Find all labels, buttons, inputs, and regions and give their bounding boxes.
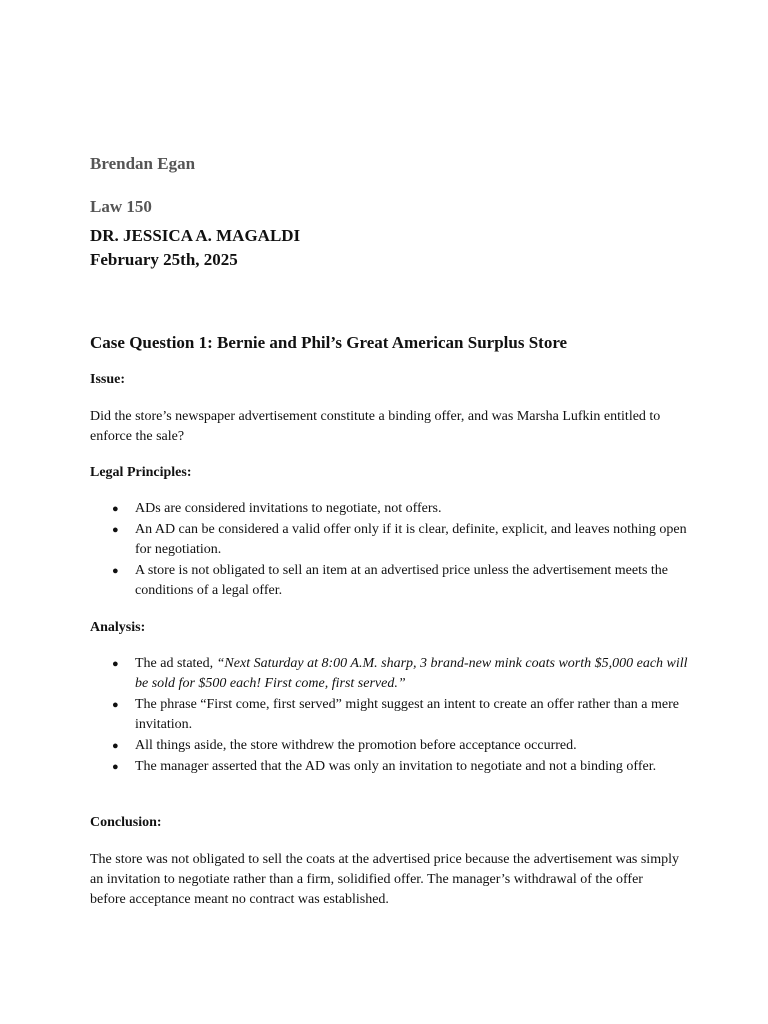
list-item — [90, 654, 690, 694]
bullet-icon: ● — [112, 761, 119, 773]
conclusion-text: The store was not obligated to sell the coats at the advertised price because the advertisement was simply an invitation to negotiate rather than a firm, solidified offer. The manager’s withdrawal of the offer before acceptance meant no contract was established. — [90, 852, 679, 907]
conclusion-heading: Conclusion: — [90, 815, 162, 830]
analysis-list — [90, 654, 690, 778]
analysis-prefix: The ad stated, — [135, 656, 217, 671]
bullet-icon: ● — [112, 699, 119, 711]
analysis-heading: Analysis: — [90, 620, 146, 635]
list-item — [90, 499, 690, 519]
list-item — [90, 757, 690, 777]
list-item — [90, 561, 690, 601]
analysis-text: The manager asserted that the AD was only an invitation to negotiate and not a binding offer. — [135, 759, 657, 774]
ad-quote: “Next Saturday at 8:00 A.M. sharp, 3 brand-new mink coats worth $5,000 each will be sold for $500 each! First come, first served.” — [135, 656, 688, 691]
course-name: Law 150 — [90, 197, 152, 216]
principles-heading: Legal Principles: — [90, 465, 192, 480]
bullet-icon: ● — [112, 503, 119, 515]
analysis-text: All things aside, the store withdrew the promotion before acceptance occurred. — [135, 738, 577, 753]
list-item — [90, 695, 690, 735]
list-item — [90, 520, 690, 560]
bullet-icon: ● — [112, 740, 119, 752]
analysis-text — [135, 656, 688, 691]
issue-text: Did the store’s newspaper advertisement constitute a binding offer, and was Marsha Lufkin entitled to enforce the sale? — [90, 409, 661, 444]
principle-text: ADs are considered invitations to negotiate, not offers. — [135, 501, 442, 516]
list-item — [90, 736, 690, 756]
author-name: Brendan Egan — [90, 154, 196, 173]
bullet-icon: ● — [112, 524, 119, 536]
principles-list — [90, 499, 690, 602]
principle-text: A store is not obligated to sell an item at an advertised price unless the advertisement meets the conditions of a legal offer. — [135, 563, 669, 598]
professor-name: DR. JESSICA A. MAGALDI — [90, 226, 301, 245]
case-title: Case Question 1: Bernie and Phil’s Great American Surplus Store — [90, 333, 568, 352]
bullet-icon: ● — [112, 565, 119, 577]
document-date: February 25th, 2025 — [90, 250, 238, 269]
bullet-icon: ● — [112, 658, 119, 670]
principle-text: An AD can be considered a valid offer only if it is clear, definite, explicit, and leaves nothing open for negotiation. — [135, 522, 687, 557]
issue-heading: Issue: — [90, 372, 126, 387]
analysis-text: The phrase “First come, first served” might suggest an intent to create an offer rather than a mere invitation. — [135, 697, 679, 732]
